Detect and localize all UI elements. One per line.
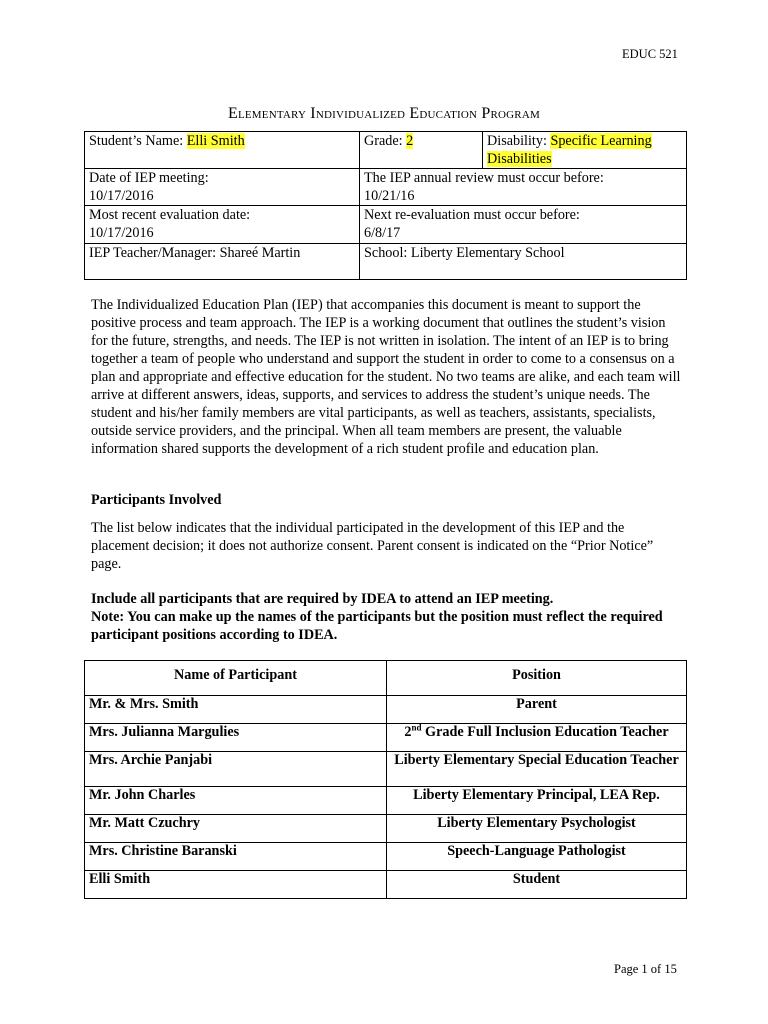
table-row <box>85 724 687 752</box>
idea-note-line2: Note: You can make up the names of the participants but the position must reflect the required participant positions according to IDEA. <box>91 609 663 643</box>
participant-name: Mr. Matt Czuchry <box>85 815 387 843</box>
participant-position: Liberty Elementary Special Education Teacher <box>387 752 687 787</box>
recent-eval-cell <box>85 206 360 243</box>
participant-name: Mrs. Julianna Margulies <box>85 724 387 752</box>
participants-table <box>84 660 687 899</box>
disability-value: Specific Learning Disabilities <box>487 133 652 167</box>
participant-position: Student <box>387 871 687 899</box>
table-row <box>85 787 687 815</box>
document-title: Elementary Individualized Education Program <box>228 104 540 122</box>
annual-review-cell <box>360 169 687 206</box>
participant-name: Mrs. Christine Baranski <box>85 843 387 871</box>
iep-meeting-cell <box>85 169 360 206</box>
evaluation-dates-row <box>85 206 687 243</box>
reeval-cell <box>360 206 687 243</box>
grade-label: Grade: <box>364 133 403 149</box>
participant-position: Speech-Language Pathologist <box>387 843 687 871</box>
iep-meeting-value: 10/17/2016 <box>89 187 154 204</box>
participant-name: Mrs. Archie Panjabi <box>85 752 387 787</box>
grade-value: 2 <box>406 133 414 149</box>
disability-cell <box>483 132 687 169</box>
table-row <box>85 815 687 843</box>
header-position: Position <box>387 661 687 696</box>
iep-meeting-label: Date of IEP meeting: <box>89 170 209 187</box>
student-info-table <box>84 131 687 280</box>
participant-name: Mr. & Mrs. Smith <box>85 696 387 724</box>
student-name-label: Student’s Name: <box>89 133 184 149</box>
header-name: Name of Participant <box>85 661 387 696</box>
reeval-value: 6/8/17 <box>364 224 401 241</box>
iep-dates-row <box>85 169 687 206</box>
participants-heading: Participants Involved <box>91 492 222 508</box>
annual-review-label: The IEP annual review must occur before: <box>364 170 604 187</box>
reeval-label: Next re-evaluation must occur before: <box>364 207 580 224</box>
idea-note-line1: Include all participants that are required by IDEA to attend an IEP meeting. <box>91 591 554 607</box>
participant-name: Mr. John Charles <box>85 787 387 815</box>
participant-name: Elli Smith <box>85 871 387 899</box>
teacher-school-row <box>85 243 687 279</box>
list-description: The list below indicates that the individual participated in the development of this IEP and the placement decision; it does not authorize consent. Parent consent is indicated on the “Prior Notice” page. <box>91 520 654 572</box>
participants-header-row <box>85 661 687 696</box>
student-name-value: Elli Smith <box>186 133 245 149</box>
student-info-row <box>85 132 687 169</box>
position-grade-number: 2 <box>404 724 412 740</box>
table-row <box>85 752 687 787</box>
recent-eval-label: Most recent evaluation date: <box>89 207 251 224</box>
disability-label: Disability: <box>487 133 547 149</box>
school-cell: School: Liberty Elementary School <box>360 243 687 279</box>
position-grade-suffix: nd <box>411 722 422 733</box>
participant-position: Parent <box>387 696 687 724</box>
participant-position: Liberty Elementary Principal, LEA Rep. <box>387 787 687 815</box>
recent-eval-value: 10/17/2016 <box>89 224 154 241</box>
idea-note <box>91 590 681 644</box>
grade-cell <box>360 132 483 169</box>
teacher-cell: IEP Teacher/Manager: Shareé Martin <box>85 243 360 279</box>
participant-position <box>387 724 687 752</box>
participant-position: Liberty Elementary Psychologist <box>387 815 687 843</box>
table-row <box>85 843 687 871</box>
intro-paragraph: The Individualized Education Plan (IEP) that accompanies this document is meant to support the positive process and team approach. The IEP is a working document that outlines the student’s vision for the future, strengths, and needs. The IEP is not written in isolation. The intent of an IEP is to bring together a team of people who understand and support the student in order to come to a consensus on a plan and appropriate and effective education for the student. No two teams are alike, and each team will arrive at different answers, ideas, supports, and services to address the student’s unique needs. The student and his/her family members are vital participants, as well as teachers, assistants, specialists, outside service providers, and the principal. When all team members are present, the valuable information shared supports the development of a rich student profile and education plan. <box>91 297 681 457</box>
position-text: Grade Full Inclusion Education Teacher <box>425 724 669 740</box>
page-number: Page 1 of 15 <box>614 962 677 976</box>
course-code: EDUC 521 <box>622 47 678 61</box>
annual-review-value: 10/21/16 <box>364 187 415 204</box>
student-name-cell <box>85 132 360 169</box>
table-row <box>85 871 687 899</box>
table-row <box>85 696 687 724</box>
